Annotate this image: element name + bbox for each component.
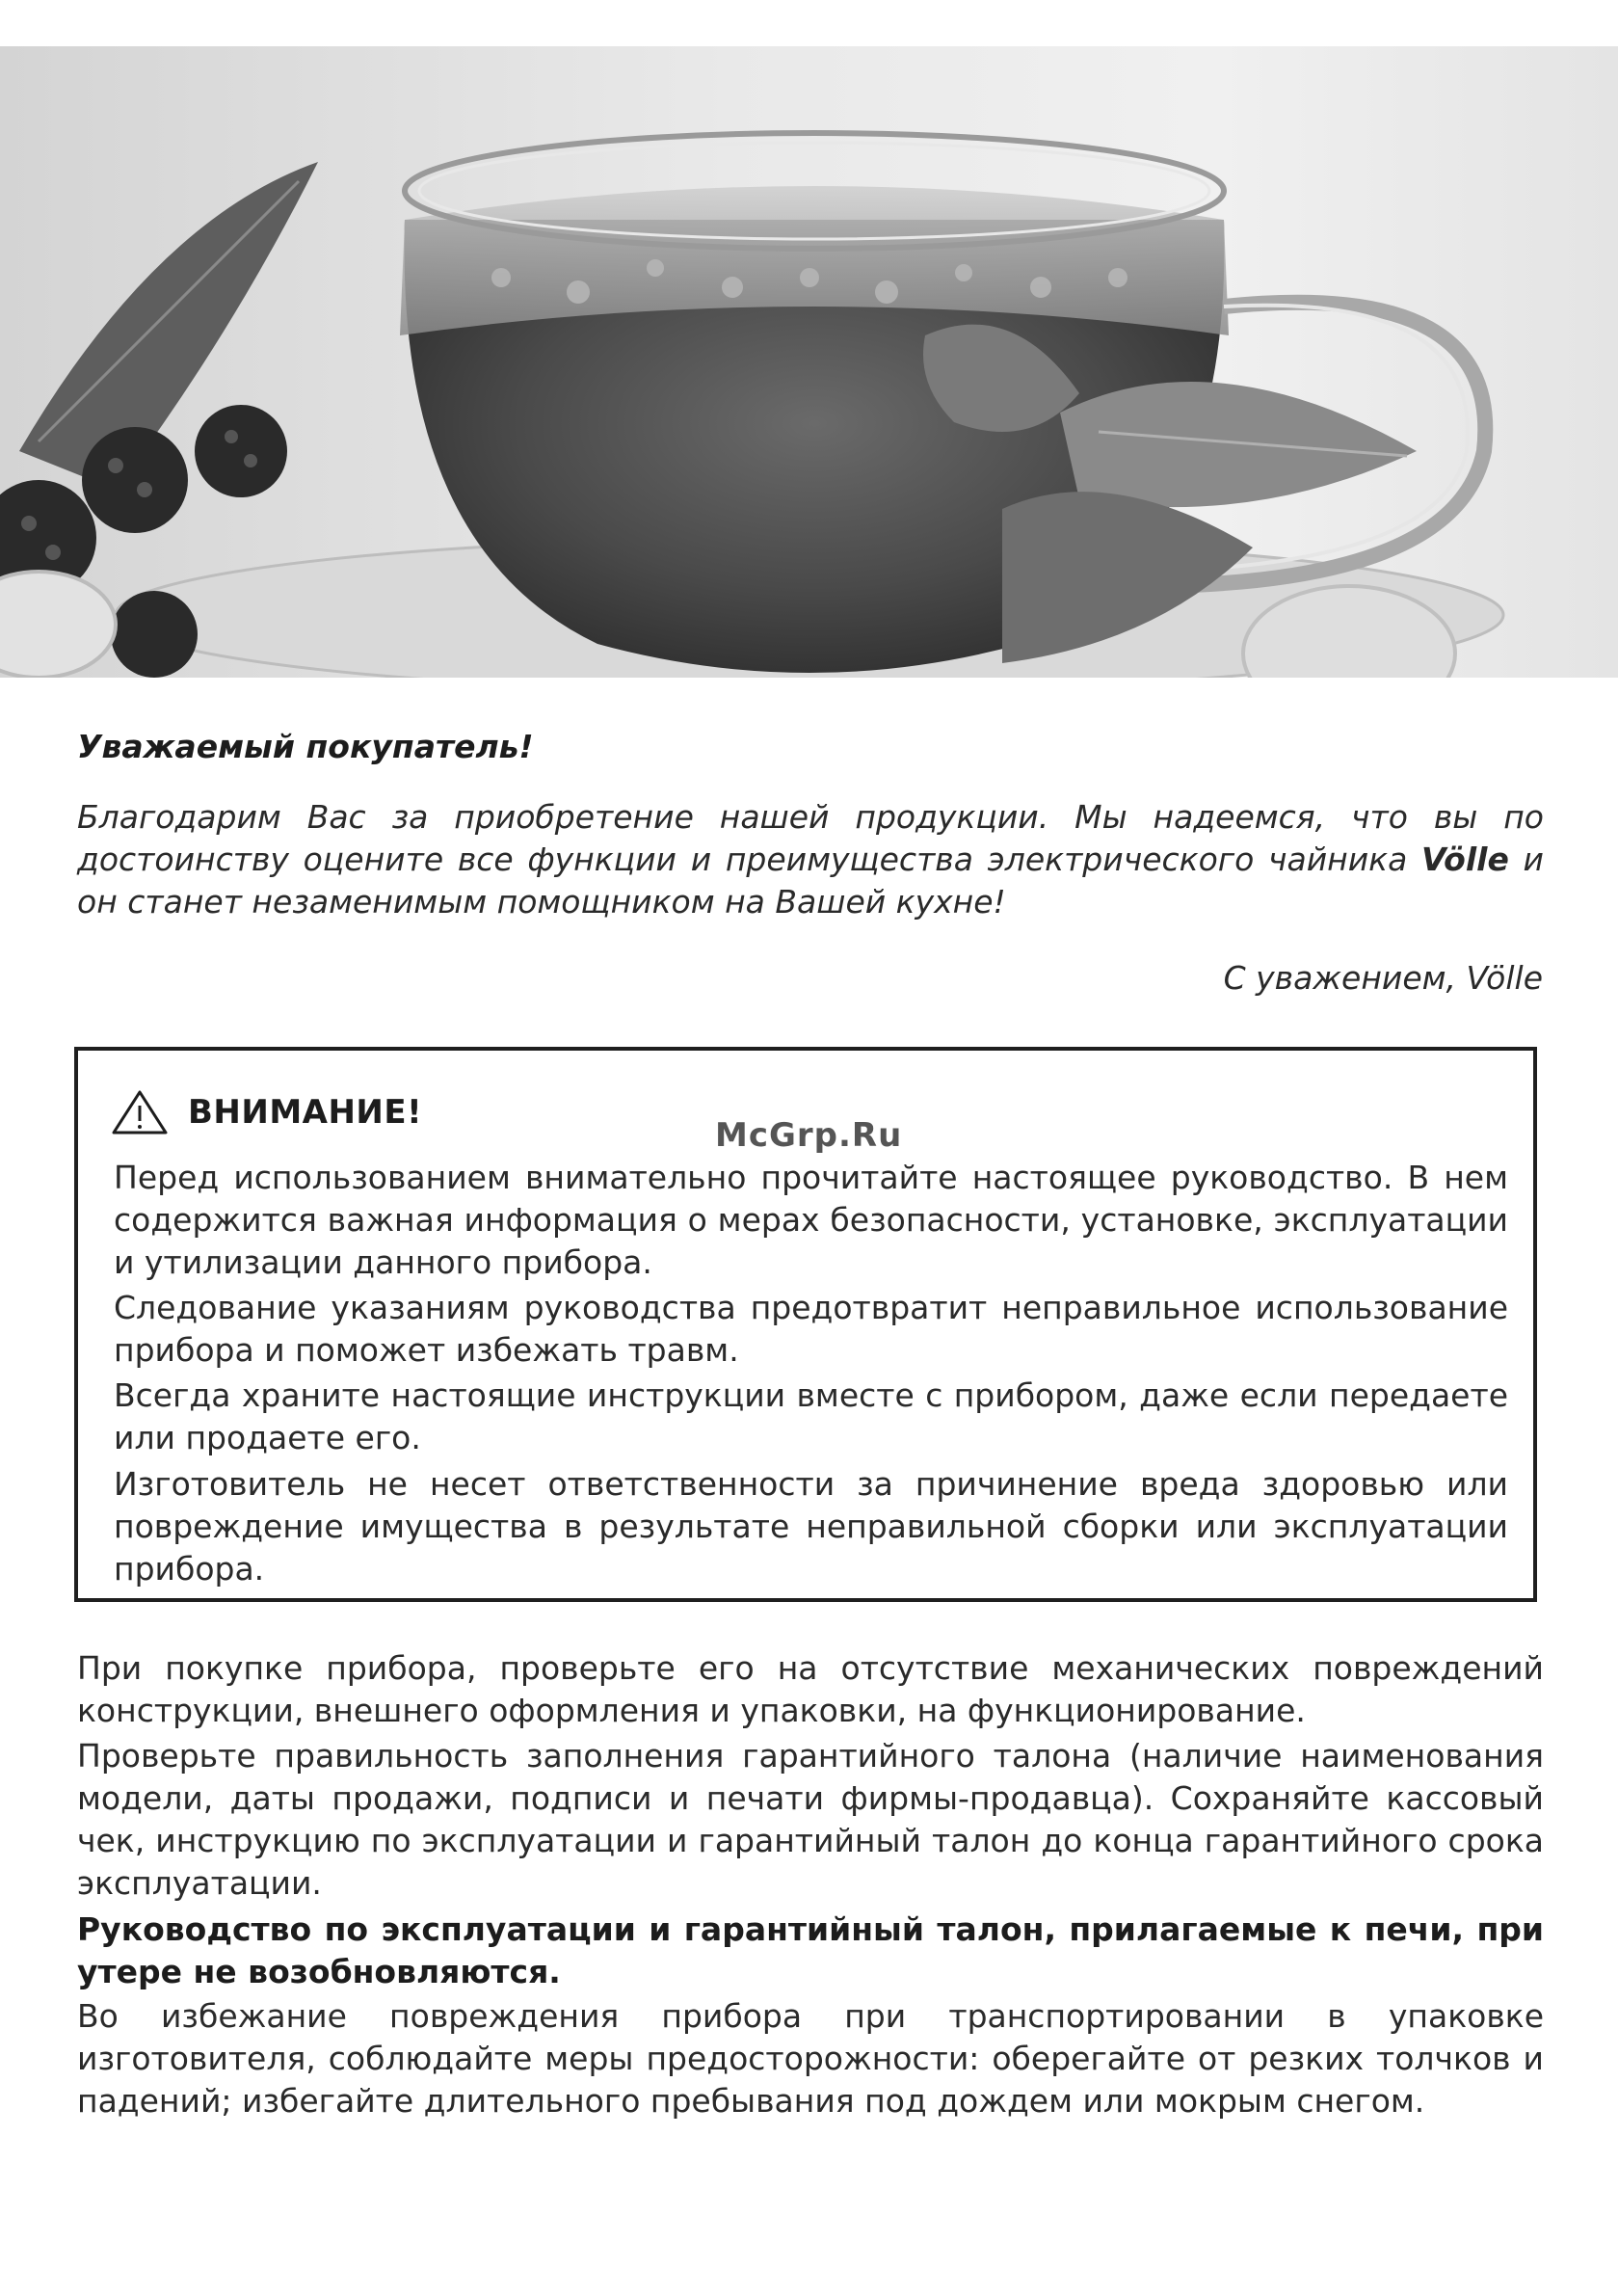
bold-note: Руководство по эксплуатации и гарантийный талон, прилагаемые к печи, при утере не возобновляются. bbox=[77, 1910, 1544, 1990]
body-paragraph-1: При покупке прибора, проверьте его на отсутствие механических повреждений конструкции, внешнего оформления и упаковки, на функционирование. bbox=[77, 1649, 1544, 1729]
intro-text-end: и он станет незаменимым помощником на Вашей кухне! bbox=[77, 841, 1544, 921]
warning-paragraph-4: Изготовитель не несет ответственности за причинение вреда здоровью или повреждение имущества в результате неправильной сборки или эксплуатации прибора. bbox=[114, 1465, 1508, 1588]
greeting-heading: Уважаемый покупатель! bbox=[77, 728, 534, 765]
warning-paragraph-3: Всегда храните настоящие инструкции вместе с прибором, даже если передаете или продаете его. bbox=[114, 1376, 1508, 1456]
warning-triangle-icon bbox=[111, 1089, 169, 1135]
intro-text-start: Благодарим Вас за приобретение нашей продукции. Мы надеемся, что вы по достоинству оцените все функции и преимущества электрического чайника bbox=[77, 798, 1544, 878]
warning-paragraph-1: Перед использованием внимательно прочитайте настоящее руководство. В нем содержится важная информация о мерах безопасности, установке, эксплуатации и утилизации данного прибора. bbox=[114, 1159, 1508, 1281]
brand-name: Völle bbox=[1421, 841, 1509, 878]
warning-title-text: ВНИМАНИЕ! bbox=[188, 1093, 423, 1132]
signature: С уважением, Völle bbox=[1223, 959, 1543, 997]
warning-box bbox=[74, 1047, 1537, 1602]
body-paragraph-2: Проверьте правильность заполнения гарантийного талона (наличие наименования модели, даты продажи, подписи и печати фирмы-продавца). Сохраняйте кассовый чек, инструкцию по эксплуатации и гарантийный талон до конца гарантийного срока эксплуатации. bbox=[77, 1737, 1544, 1902]
hero-tea-cup-image bbox=[0, 46, 1618, 678]
intro-paragraph bbox=[77, 796, 1544, 923]
warning-paragraph-2: Следование указаниям руководства предотвратит неправильное использование прибора и поможет избежать травм. bbox=[114, 1289, 1508, 1369]
warning-title bbox=[111, 1089, 422, 1135]
body-paragraph-3: Во избежание повреждения прибора при транспортировании в упаковке изготовителя, соблюдайте меры предосторожности: оберегайте от резких толчков и падений; избегайте длительного пребывания под дождем или мокрым снегом. bbox=[77, 1997, 1544, 2120]
watermark: McGrp.Ru bbox=[715, 1116, 903, 1155]
